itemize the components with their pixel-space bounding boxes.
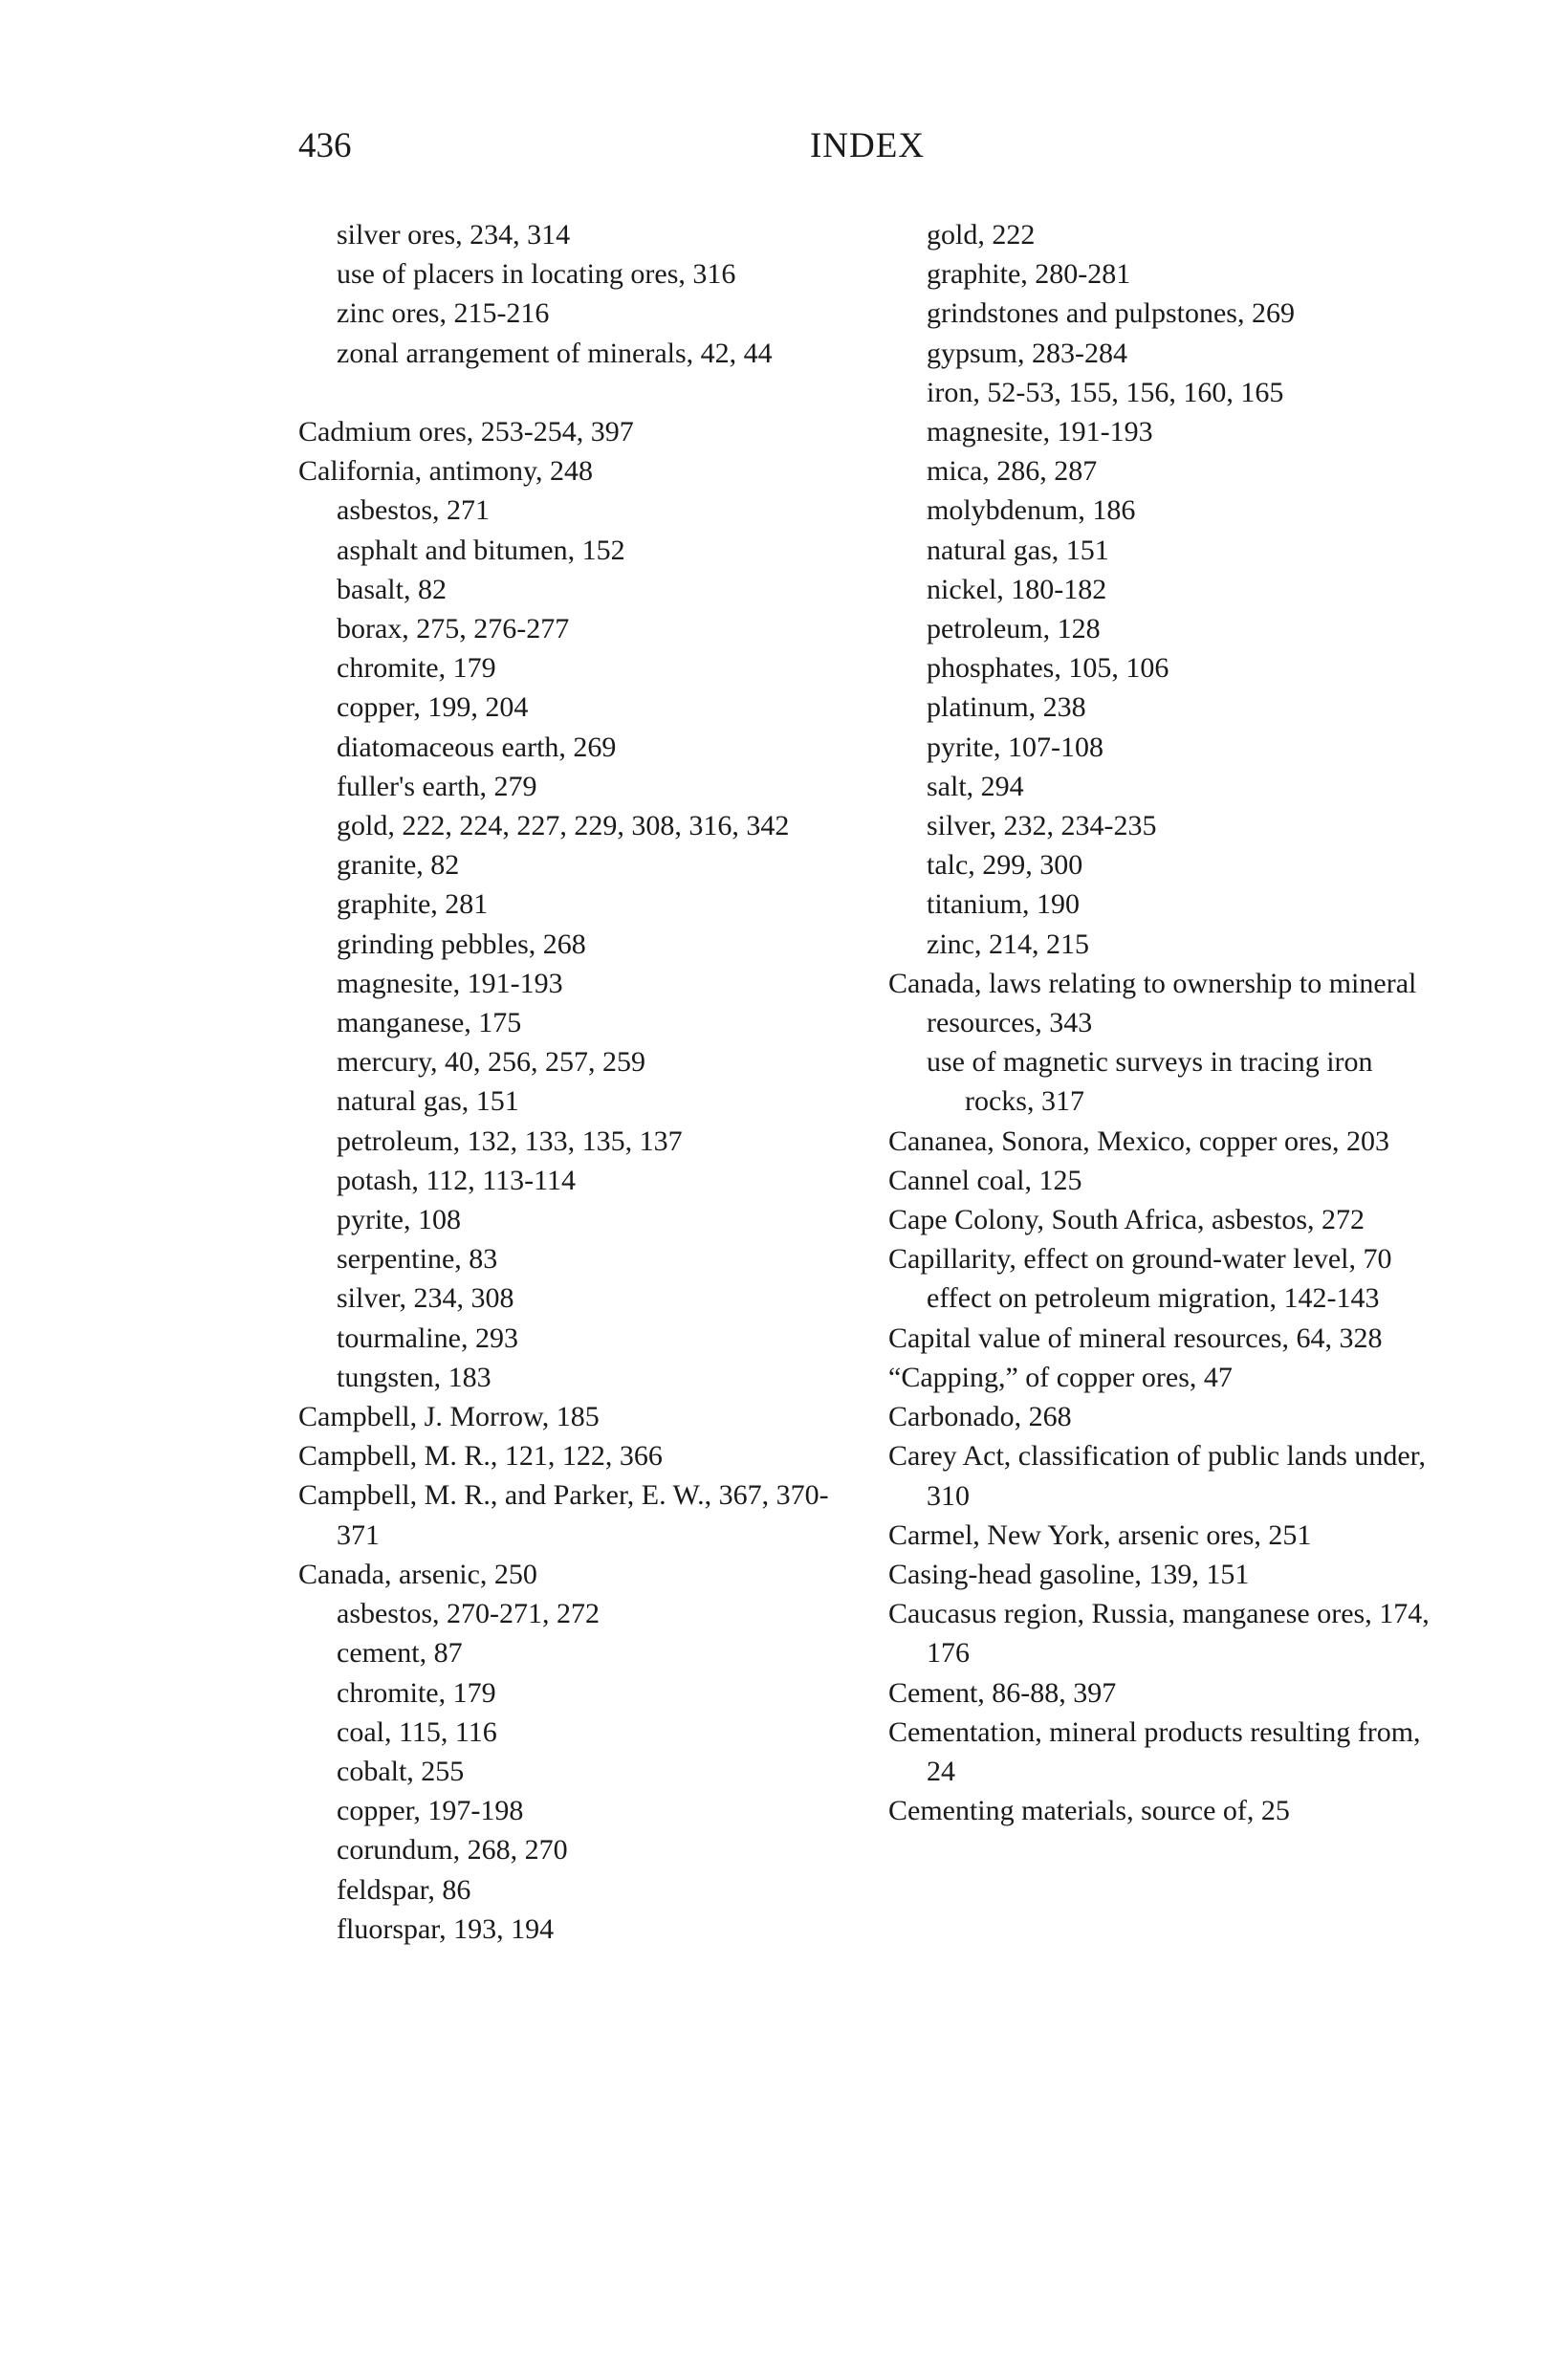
index-subentry: cement, 87 xyxy=(337,1637,463,1670)
index-subentry: chromite, 179 xyxy=(337,1676,496,1709)
index-subentry: tungsten, 183 xyxy=(337,1361,492,1393)
index-subentry: asbestos, 270-271, 272 xyxy=(337,1598,600,1630)
index-subentry: feldspar, 86 xyxy=(337,1873,471,1906)
index-subentry: petroleum, 132, 133, 135, 137 xyxy=(337,1124,683,1157)
index-subentry: natural gas, 151 xyxy=(927,534,1109,566)
index-entry: Campbell, J. Morrow, 185 xyxy=(298,1401,600,1433)
index-subentry: zinc, 214, 215 xyxy=(927,928,1089,960)
index-subentry: salt, 294 xyxy=(927,770,1024,802)
index-subentry: titanium, 190 xyxy=(927,888,1080,921)
index-subentry: asbestos, 271 xyxy=(337,494,490,527)
index-subentry: zinc ores, 215-216 xyxy=(337,297,550,330)
index-subentry: magnesite, 191-193 xyxy=(337,967,563,999)
index-entry: Capital value of mineral resources, 64, 328 xyxy=(888,1321,1383,1354)
index-subentry: granite, 82 xyxy=(337,849,460,882)
index-subentry: serpentine, 83 xyxy=(337,1243,498,1276)
index-subentry: effect on petroleum migration, 142-143 xyxy=(927,1282,1380,1315)
index-entry: Canada, laws relating to ownership to mineral resources, 343 xyxy=(888,967,1417,1039)
index-entry: Carmel, New York, arsenic ores, 251 xyxy=(888,1518,1312,1551)
index-subentry: use of placers in locating ores, 316 xyxy=(337,258,736,291)
index-subentry: silver, 232, 234-235 xyxy=(927,810,1157,842)
index-entry: Cementing materials, source of, 25 xyxy=(888,1795,1290,1827)
index-subentry: graphite, 280-281 xyxy=(927,258,1131,291)
index-subentry: nickel, 180-182 xyxy=(927,573,1107,605)
index-entry: “Capping,” of copper ores, 47 xyxy=(888,1361,1233,1393)
index-entry: Campbell, M. R., 121, 122, 366 xyxy=(298,1440,663,1473)
index-subentry: basalt, 82 xyxy=(337,573,447,605)
index-column-right xyxy=(888,215,1436,1830)
index-subentry: mica, 286, 287 xyxy=(927,455,1098,488)
index-subentry: fuller's earth, 279 xyxy=(337,770,537,802)
page-number: 436 xyxy=(298,126,352,165)
index-subentry: iron, 52-53, 155, 156, 160, 165 xyxy=(927,376,1284,408)
index-entry: Campbell, M. R., and Parker, E. W., 367, 370-371 xyxy=(298,1479,829,1551)
index-subentry: mercury, 40, 256, 257, 259 xyxy=(337,1046,645,1079)
index-entry: Cementation, mineral products resulting from, 24 xyxy=(888,1715,1421,1787)
index-subentry: platinum, 238 xyxy=(927,691,1086,724)
index-subentry: gold, 222 xyxy=(927,219,1036,251)
index-subentry: asphalt and bitumen, 152 xyxy=(337,534,625,566)
index-entry: Canada, arsenic, 250 xyxy=(298,1558,537,1590)
index-subentry: petroleum, 128 xyxy=(927,613,1101,645)
index-subentry: gypsum, 283-284 xyxy=(927,337,1127,369)
index-subentry: gold, 222, 224, 227, 229, 308, 316, 342 xyxy=(337,810,790,842)
index-subentry: coal, 115, 116 xyxy=(337,1715,497,1748)
index-subentry: copper, 199, 204 xyxy=(337,691,529,724)
index-entry: Cananea, Sonora, Mexico, copper ores, 203 xyxy=(888,1124,1390,1157)
index-entry: Cape Colony, South Africa, asbestos, 272 xyxy=(888,1204,1365,1236)
index-subentry: natural gas, 151 xyxy=(337,1085,519,1118)
index-entry: Caucasus region, Russia, manganese ores, 174, 176 xyxy=(888,1598,1430,1670)
index-entry: Carey Act, classification of public lands under, 310 xyxy=(888,1440,1426,1512)
index-subentry: graphite, 281 xyxy=(337,888,489,921)
index-subentry: corundum, 268, 270 xyxy=(337,1834,568,1867)
index-subentry: molybdenum, 186 xyxy=(927,494,1136,527)
index-subentry: use of magnetic surveys in tracing iron rocks, 317 xyxy=(927,1046,1373,1118)
index-subentry: fluorspar, 193, 194 xyxy=(337,1912,555,1945)
index-subentry: borax, 275, 276-277 xyxy=(337,613,570,645)
index-subentry: magnesite, 191-193 xyxy=(927,416,1153,448)
index-subentry: silver, 234, 308 xyxy=(337,1282,514,1315)
index-entry: Capillarity, effect on ground-water level, 70 xyxy=(888,1243,1392,1276)
index-subentry: pyrite, 107-108 xyxy=(927,731,1103,763)
index-subentry: chromite, 179 xyxy=(337,652,496,685)
index-entry: Cement, 86-88, 397 xyxy=(888,1676,1117,1709)
index-entry: Carbonado, 268 xyxy=(888,1401,1072,1433)
index-subentry: copper, 197-198 xyxy=(337,1795,524,1827)
page-title: INDEX xyxy=(809,126,926,165)
index-subentry: potash, 112, 113-114 xyxy=(337,1164,576,1196)
index-subentry: phosphates, 105, 106 xyxy=(927,652,1169,685)
index-entry: Cadmium ores, 253-254, 397 xyxy=(298,416,634,448)
index-subentry: talc, 299, 300 xyxy=(927,849,1083,882)
index-entry: Casing-head gasoline, 139, 151 xyxy=(888,1558,1250,1590)
index-subentry: tourmaline, 293 xyxy=(337,1321,518,1354)
index-subentry: pyrite, 108 xyxy=(337,1204,461,1236)
index-entry: California, antimony, 248 xyxy=(298,455,593,488)
index-subentry: cobalt, 255 xyxy=(337,1755,465,1787)
index-column-left xyxy=(298,215,859,1949)
index-subentry: grinding pebbles, 268 xyxy=(337,928,586,960)
index-subentry: manganese, 175 xyxy=(337,1007,522,1039)
index-subentry: silver ores, 234, 314 xyxy=(337,219,571,251)
page-header xyxy=(298,122,1436,170)
index-subentry: diatomaceous earth, 269 xyxy=(337,731,617,763)
index-spacer xyxy=(298,373,859,412)
index-entry: Cannel coal, 125 xyxy=(888,1164,1082,1196)
index-subentry: zonal arrangement of minerals, 42, 44 xyxy=(337,337,773,369)
index-subentry: grindstones and pulpstones, 269 xyxy=(927,297,1295,330)
